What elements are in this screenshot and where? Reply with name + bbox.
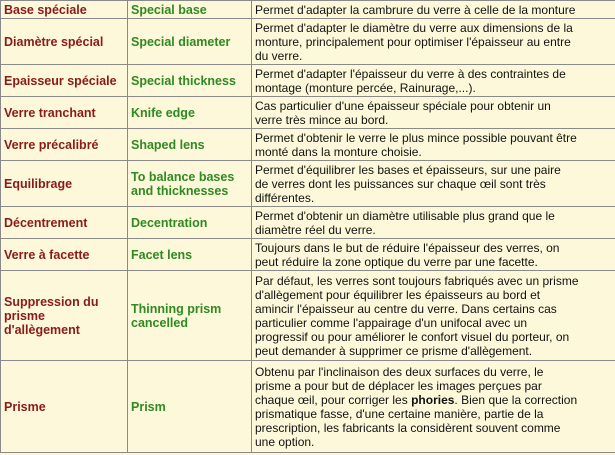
english-term: Special base (128, 1, 252, 19)
english-term: Shaped lens (128, 129, 252, 161)
french-term: Epaisseur spéciale (1, 65, 128, 97)
english-term: Prism (128, 361, 252, 453)
table-row (1, 271, 615, 361)
table-row (1, 361, 615, 453)
table-row (1, 97, 615, 129)
table-row (1, 1, 615, 19)
description: Cas particulier d'une épaisseur spéciale pour obtenir un verre très mince au bord. (252, 97, 615, 129)
description: Permet d'adapter l'épaisseur du verre à des contraintes de montage (monture percée, Rainurage,...). (252, 65, 615, 97)
english-term: Decentration (128, 207, 252, 239)
french-term: Diamètre spécial (1, 19, 128, 65)
description: Par défaut, les verres sont toujours fabriqués avec un prisme d'allègement pour équilibrer les épaisseurs au bord et amincir l'épaisseur au centre du verre. Dans certains cas particulier comme l'appairage d'un unifocal avec un progressif ou pour améliorer le confort visuel du porteur, on peut demander à supprimer ce prisme d'allègement. (252, 271, 615, 361)
english-term: Special thickness (128, 65, 252, 97)
english-term: Facet lens (128, 239, 252, 271)
english-term: To balance bases and thicknesses (128, 161, 252, 207)
table-row (1, 239, 615, 271)
table-row (1, 19, 615, 65)
description: Toujours dans le but de réduire l'épaisseur des verres, on peut réduire la zone optique du verre par une facette. (252, 239, 615, 271)
phories-term: phories (411, 392, 455, 407)
table-row (1, 65, 615, 97)
description-text: Obtenu par l'inclinaison des deux surfaces du verre, le prisme a pour but de déplacer les images perçues par chaque œil, pour corriger les (255, 364, 544, 407)
english-term: Special diameter (128, 19, 252, 65)
french-term: Verre précalibré (1, 129, 128, 161)
french-term: Suppression du prisme d'allègement (1, 271, 128, 361)
french-term: Décentrement (1, 207, 128, 239)
french-term: Verre tranchant (1, 97, 128, 129)
table-row (1, 161, 615, 207)
description (252, 361, 615, 453)
french-term: Prisme (1, 361, 128, 453)
table-row (1, 129, 615, 161)
french-term: Base spéciale (1, 1, 128, 19)
description: Permet d'obtenir le verre le plus mince possible pouvant être monté dans la monture choisie. (252, 129, 615, 161)
french-term: Equilibrage (1, 161, 128, 207)
english-term: Knife edge (128, 97, 252, 129)
description-text: . Bien que la correction prismatique fasse, d'une certaine manière, partie de la prescription, les fabricants la considèrent souvent comme une option. (255, 392, 578, 449)
description: Permet d'obtenir un diamètre utilisable plus grand que le diamètre réel du verre. (252, 207, 615, 239)
french-term: Verre à facette (1, 239, 128, 271)
description: Permet d'adapter le diamètre du verre aux dimensions de la monture, principalement pour optimiser l'épaisseur au entre du verre. (252, 19, 615, 65)
description: Permet d'équilibrer les bases et épaisseurs, sur une paire de verres dont les puissances sur chaque œil sont très différentes. (252, 161, 615, 207)
english-term: Thinning prism cancelled (128, 271, 252, 361)
table-row (1, 207, 615, 239)
description: Permet d'adapter la cambrure du verre à celle de la monture (252, 1, 615, 19)
